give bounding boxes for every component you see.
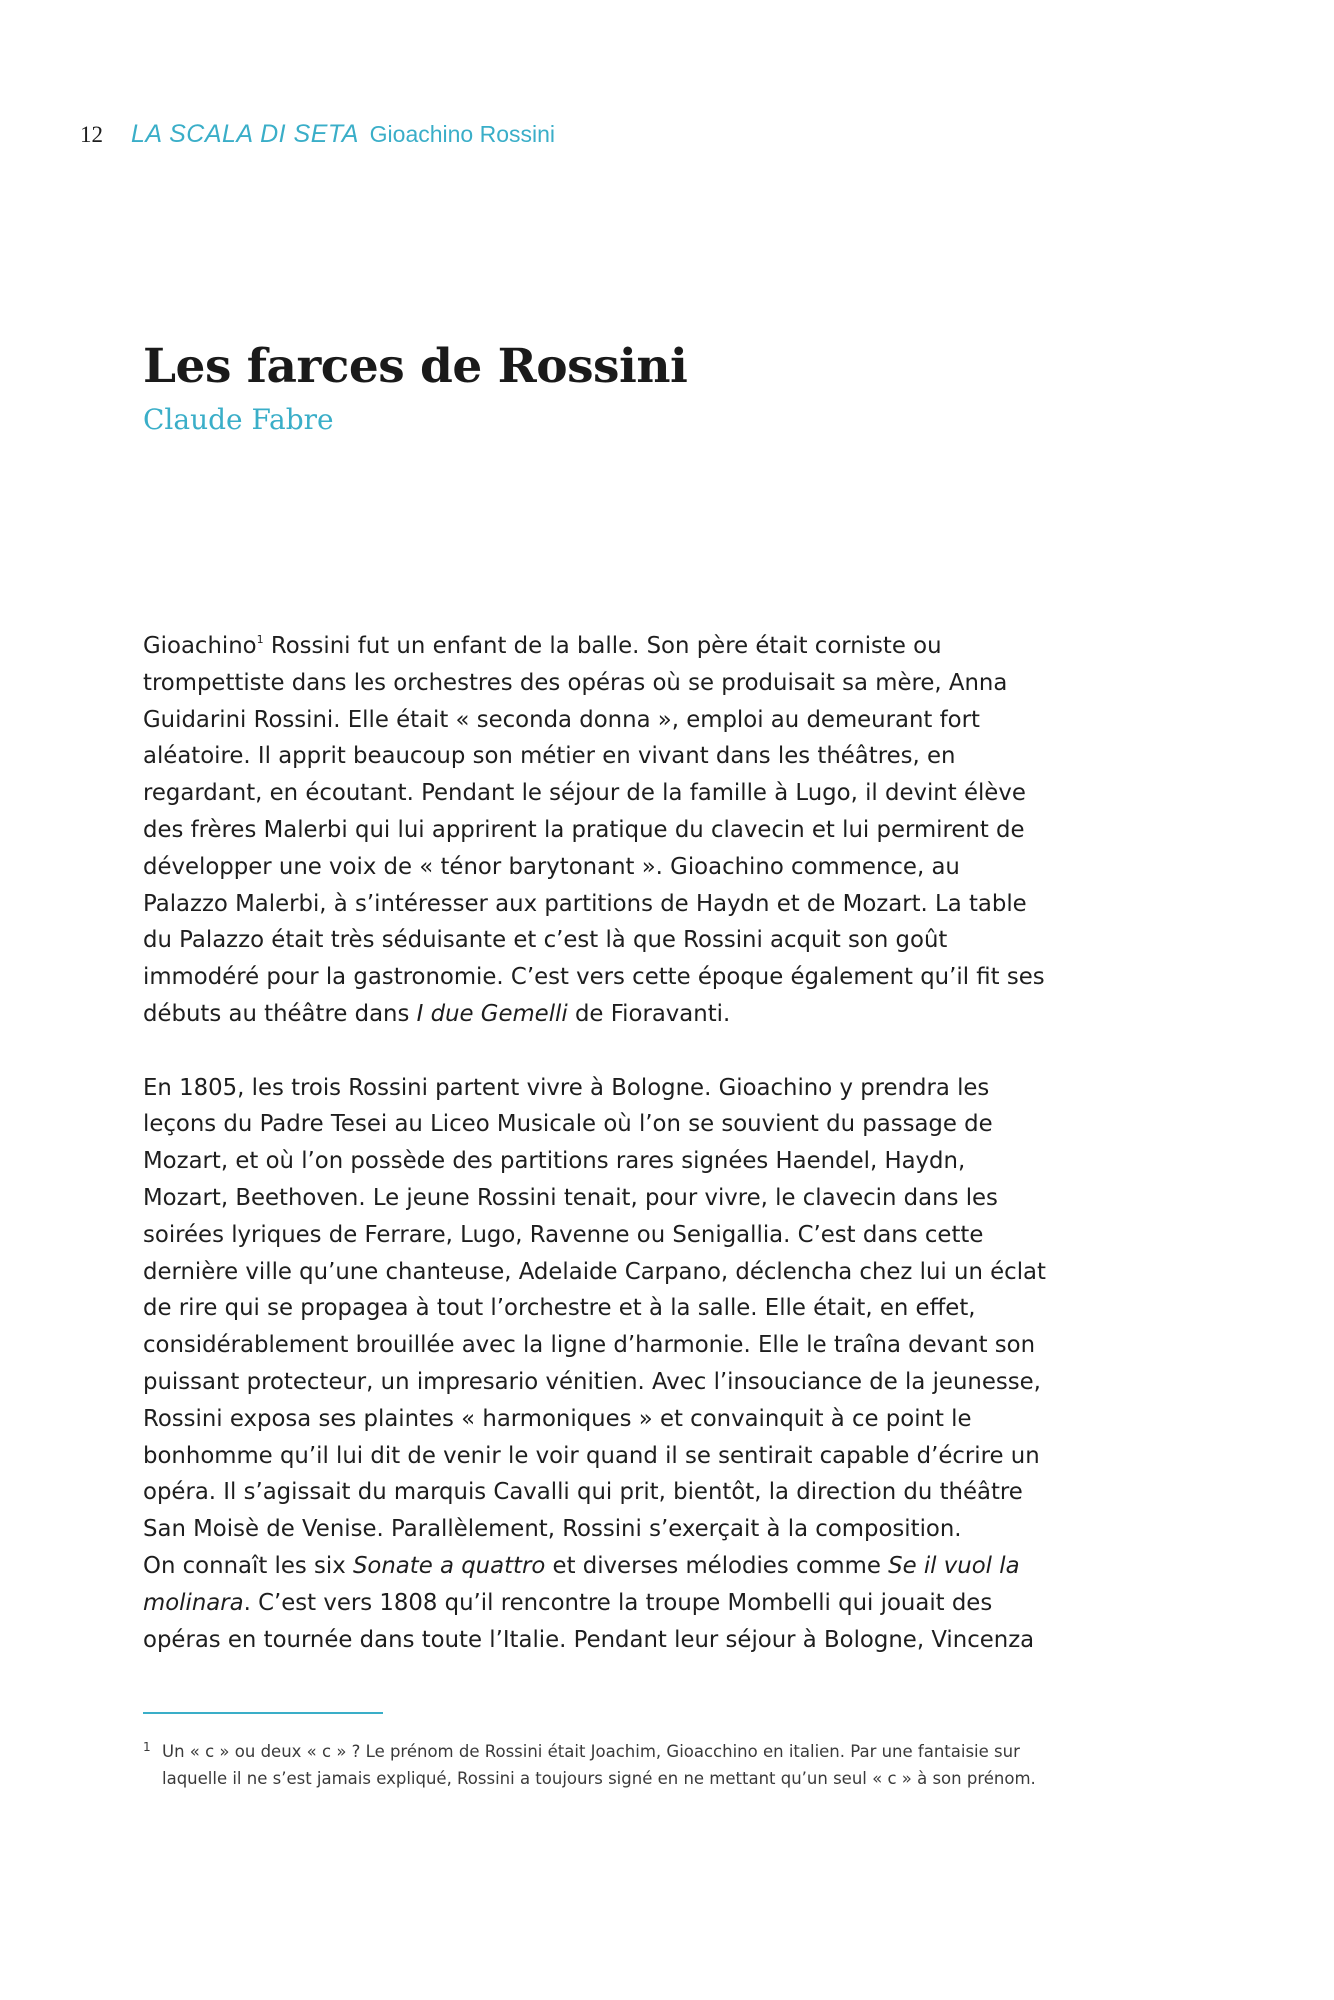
text-line	[143, 996, 1183, 1033]
text-line: regardant, en écoutant. Pendant le séjour de la famille à Lugo, il devint élève	[143, 780, 1026, 807]
text-line: leçons du Padre Tesei au Liceo Musicale où l’on se souvient du passage de	[143, 1111, 993, 1138]
text-line: trompettiste dans les orchestres des opéras où se produisait sa mère, Anna	[143, 669, 1008, 696]
text-line	[143, 1585, 1183, 1622]
text-run: de Fioravanti.	[567, 1000, 731, 1027]
text-run: On connaît les six	[143, 1552, 353, 1579]
text-line: En 1805, les trois Rossini partent vivre à Bologne. Gioachino y prendra les	[143, 1074, 990, 1101]
text-line: San Moisè de Venise. Parallèlement, Rossini s’exerçait à la composition.	[143, 1516, 962, 1543]
text-line: Mozart, Beethoven. Le jeune Rossini tenait, pour vivre, le clavecin dans les	[143, 1184, 998, 1211]
paragraph-3	[143, 1548, 1183, 1658]
text-line: du Palazzo était très séduisante et c’est là que Rossini acquit son goût	[143, 927, 948, 954]
text-line	[143, 628, 1183, 665]
header-composer: Gioachino Rossini	[369, 121, 556, 147]
text-line: bonhomme qu’il lui dit de venir le voir quand il se sentirait capable d’écrire un	[143, 1442, 1040, 1469]
work-title: Se il vuol la	[888, 1552, 1020, 1579]
footnote-marker: 1	[143, 1740, 151, 1754]
text-line: soirées lyriques de Ferrare, Lugo, Ravenne ou Senigallia. C’est dans cette	[143, 1221, 984, 1248]
article-body	[143, 628, 1183, 1658]
text-line: opéras en tournée dans toute l’Italie. Pendant leur séjour à Bologne, Vincenza	[143, 1626, 1035, 1653]
text-run: et diverses mélodies comme	[545, 1552, 889, 1579]
text-run: Gioachino	[143, 633, 257, 659]
text-line: considérablement brouillée avec la ligne d’harmonie. Elle le traîna devant son	[143, 1332, 1036, 1359]
text-run: . C’est vers 1808 qu’il rencontre la troupe Mombelli qui jouait des	[243, 1589, 993, 1616]
text-line: de rire qui se propagea à tout l’orchestre et à la salle. Elle était, en effet,	[143, 1295, 976, 1322]
text-line: développer une voix de « ténor barytonant ». Gioachino commence, au	[143, 853, 960, 880]
article-title: Les farces de Rossini	[143, 339, 688, 394]
text-line	[143, 1548, 1183, 1585]
work-title: molinara	[143, 1589, 244, 1616]
text-line: Guidarini Rossini. Elle était « seconda donna », emploi au demeurant fort	[143, 706, 980, 733]
footnote-divider	[143, 1712, 383, 1714]
paragraph-spacer	[143, 1033, 1183, 1070]
text-run: débuts au théâtre dans	[143, 1000, 417, 1027]
work-title: Sonate a quattro	[352, 1552, 546, 1579]
text-line: immodéré pour la gastronomie. C’est vers cette époque également qu’il fit ses	[143, 964, 1045, 991]
text-line: des frères Malerbi qui lui apprirent la pratique du clavecin et lui permirent de	[143, 816, 1025, 843]
footnote-line: laquelle il ne s’est jamais expliqué, Rossini a toujours signé en ne mettant qu’un seul « c » à son prénom.	[162, 1769, 1036, 1788]
text-run: Rossini fut un enfant de la balle. Son père était corniste ou	[263, 633, 942, 659]
text-line: Palazzo Malerbi, à s’intéresser aux partitions de Haydn et de Mozart. La table	[143, 890, 1027, 917]
text-line: dernière ville qu’une chanteuse, Adelaide Carpano, déclencha chez lui un éclat	[143, 1258, 1046, 1285]
article-author: Claude Fabre	[143, 403, 334, 436]
text-line: Rossini exposa ses plaintes « harmoniques » et convainquit à ce point le	[143, 1405, 972, 1432]
footnote-line: Un « c » ou deux « c » ? Le prénom de Rossini était Joachim, Gioacchino en italien. Par une fantaisie sur	[162, 1742, 1020, 1761]
header-work-title: LA SCALA DI SETA	[131, 120, 359, 148]
opera-title: I due Gemelli	[416, 1000, 568, 1027]
page-number: 12	[80, 122, 103, 147]
text-line: opéra. Il s’agissait du marquis Cavalli qui prit, bientôt, la direction du théâtre	[143, 1479, 1023, 1506]
text-line: puissant protecteur, un impresario vénitien. Avec l’insouciance de la jeunesse,	[143, 1368, 1041, 1395]
paragraph-1	[143, 628, 1183, 1033]
text-line: aléatoire. Il apprit beaucoup son métier en vivant dans les théâtres, en	[143, 743, 956, 770]
footnote-text	[162, 1738, 1203, 1792]
paragraph-2	[143, 1070, 1183, 1548]
footnote-reference[interactable]: 1	[256, 633, 264, 646]
running-header	[80, 118, 555, 151]
footnote	[143, 1738, 1203, 1792]
text-line: Mozart, et où l’on possède des partitions rares signées Haendel, Haydn,	[143, 1148, 966, 1175]
